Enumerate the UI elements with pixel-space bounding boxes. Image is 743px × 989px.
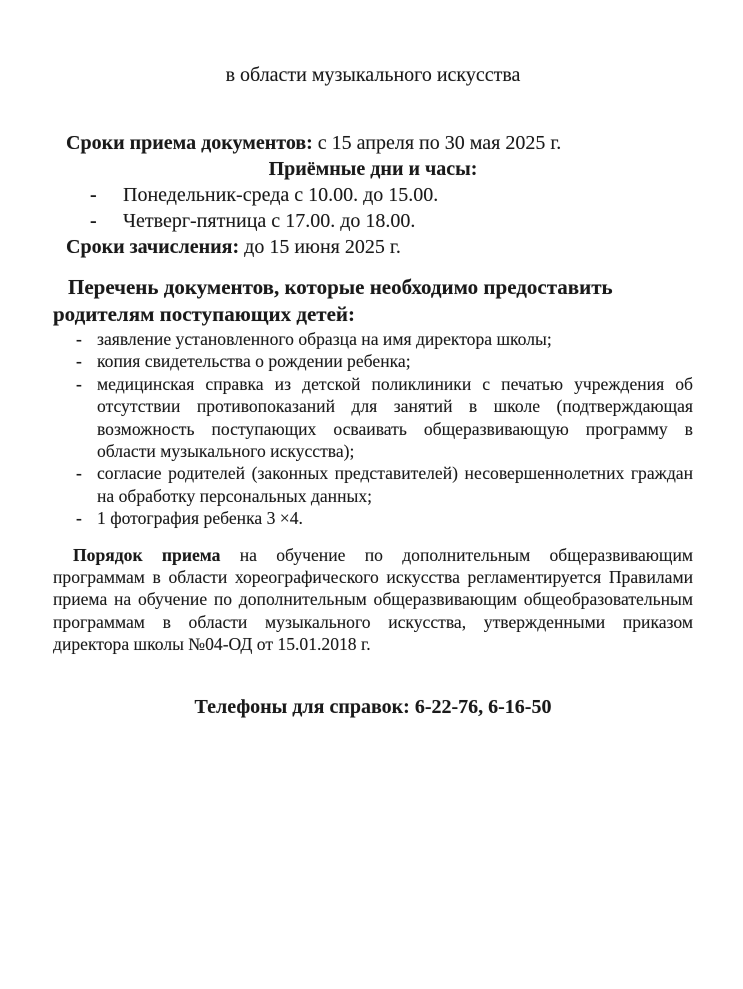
enrollment-dates-label: Сроки зачисления: — [66, 236, 240, 258]
admission-order-label: Порядок приема — [73, 544, 221, 565]
list-item — [53, 507, 693, 529]
list-dash-bullet: - — [90, 210, 97, 232]
admission-order-text: на обучение по дополнительным общеразвивающим программам в области хореографического искусства регламентируется Правилами приема на обучение по дополнительным общеразвивающим общеобразовательным программам в области музыкального искусства, утвержденными приказом директора школы №04-ОД от 15.01.2018 г. — [53, 544, 693, 655]
list-item-text: согласие родителей (законных представителей) несовершеннолетних граждан на обработку персональных данных; — [97, 463, 693, 506]
list-item — [53, 373, 693, 463]
list-item-text: копия свидетельства о рождении ребенка; — [97, 351, 411, 372]
list-dash-bullet: - — [76, 329, 82, 349]
documents-list — [53, 328, 693, 530]
list-dash-bullet: - — [90, 184, 97, 206]
hours-item-text: Понедельник-среда с 10.00. до 15.00. — [123, 184, 439, 206]
admission-dates-value: с 15 апреля по 30 мая 2025 г. — [317, 132, 562, 154]
phones-line: Телефоны для справок: 6-22-76, 6-16-50 — [194, 695, 552, 718]
enrollment-dates-line — [53, 234, 693, 260]
list-dash-bullet: - — [76, 373, 82, 394]
documents-list-heading: Перечень документов, которые необходимо предоставить родителям поступающих детей: — [53, 275, 613, 326]
admission-dates-label: Сроки приема документов: — [66, 132, 313, 154]
list-item — [53, 350, 693, 372]
document-title: в области музыкального искусства — [225, 64, 521, 86]
hours-item-mon-wed — [53, 182, 693, 208]
admission-order-paragraph — [53, 544, 693, 656]
list-item-text: медицинская справка из детской поликлиники с печатью учреждения об отсутствии противопоказаний для занятий в школе (подтверждающая возможность поступающих осваивать общеразвивающую программу в области музыкального искусства); — [97, 373, 693, 462]
list-item-text: 1 фотография ребенка 3 ×4. — [97, 508, 303, 529]
list-item — [53, 328, 693, 350]
list-item-text: заявление установленного образца на имя директора школы; — [97, 329, 552, 349]
hours-item-text: Четверг-пятница с 17.00. до 18.00. — [123, 210, 416, 232]
list-item — [53, 462, 693, 507]
hours-item-thu-fri — [53, 208, 693, 234]
list-dash-bullet: - — [76, 351, 82, 372]
list-dash-bullet: - — [76, 463, 82, 484]
admission-dates-line — [53, 130, 693, 156]
hours-heading: Приёмные дни и часы: — [268, 158, 478, 180]
list-dash-bullet: - — [76, 508, 82, 529]
enrollment-dates-value: до 15 июня 2025 г. — [244, 236, 401, 258]
